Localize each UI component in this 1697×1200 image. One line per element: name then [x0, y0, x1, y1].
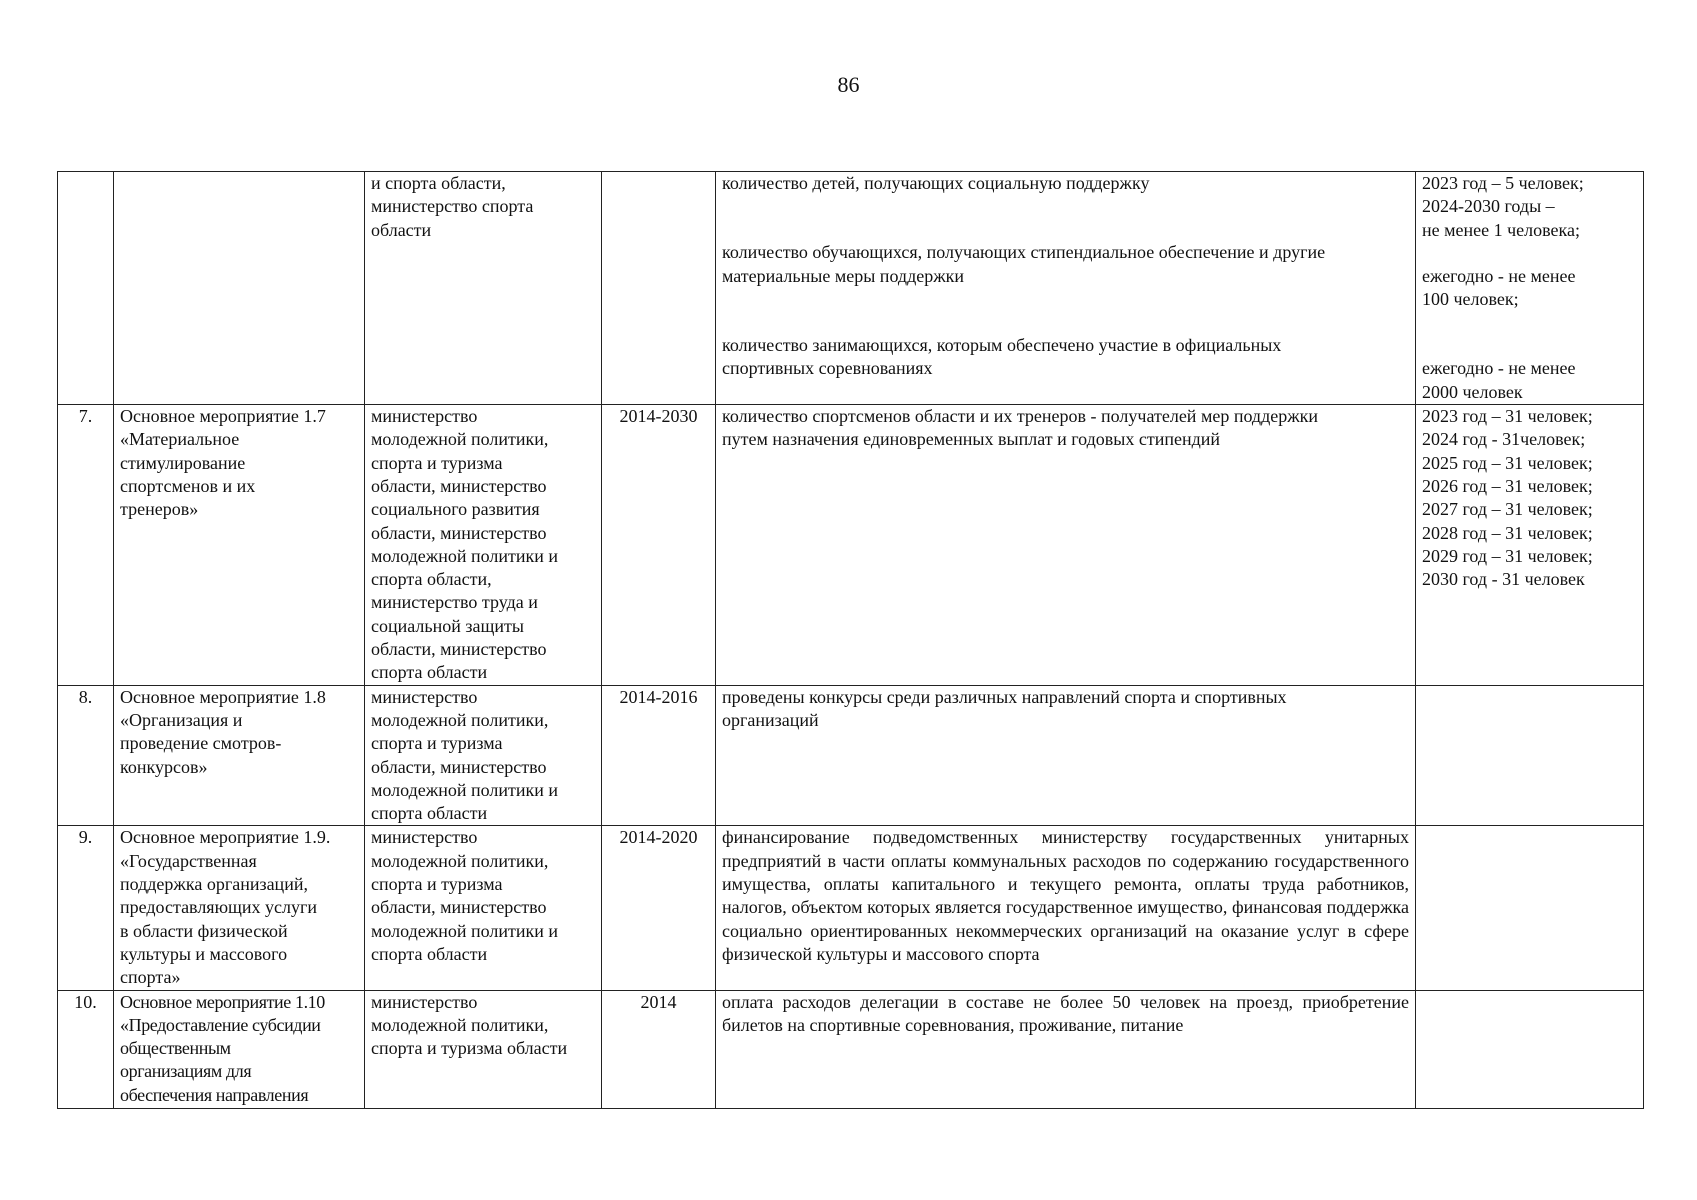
executor-line: министерство [371, 686, 478, 707]
program-table [57, 171, 1644, 1109]
executor-line: министерство [371, 991, 478, 1012]
target-line: 2024-2030 годы – [1422, 196, 1555, 217]
executor-line: молодежной политики и [371, 545, 558, 566]
event-line: культуры и массового [120, 943, 288, 964]
executor-line: спорта области, [371, 569, 492, 590]
result-line: количество детей, получающих социальную поддержку [722, 173, 1150, 193]
target-line: 2000 человек [1422, 381, 1523, 402]
result-line: организаций [722, 709, 819, 730]
executors-cell [365, 405, 602, 686]
event-line: «Материальное [120, 429, 240, 450]
result-item [722, 405, 1409, 452]
results-cell [716, 685, 1416, 826]
event-line: тренеров» [120, 499, 199, 520]
event-cell [114, 826, 365, 990]
target-line: 2029 год – 31 человек; [1422, 545, 1593, 566]
targets-cell [1416, 685, 1644, 826]
executor-line: спорта и туризма [371, 452, 503, 473]
executor-line: молодежной политики и [371, 779, 558, 800]
executor-line: спорта области [371, 943, 488, 964]
event-line: Основное мероприятие 1.7 [120, 406, 326, 427]
result-text: финансирование подведомственных министерству государственных унитарных предприятий в части оплаты коммунальных расходов по содержанию государственного имущества, оплаты капитального и текущего ремонта, оплаты труда работников, налогов, объектом которых является государственное имущество, финансовая поддержка социально ориентированных некоммерческих организаций на оказание услуг в сфере физической культуры и массового спорта [722, 827, 1409, 964]
event-line: общественным [120, 1038, 231, 1059]
executor-line: и спорта области, [371, 173, 506, 193]
target-item [1422, 357, 1637, 404]
event-line: «Предоставление субсидии [120, 1014, 321, 1035]
executors-cell [365, 826, 602, 990]
target-line: 2024 год - 31человек; [1422, 429, 1586, 450]
event-line: «Государственная [120, 850, 257, 871]
target-item [1422, 172, 1637, 242]
target-line: 2023 год – 5 человек; [1422, 173, 1584, 193]
executor-line: молодежной политики, [371, 1014, 549, 1035]
target-item [1422, 405, 1637, 591]
event-cell [114, 405, 365, 686]
target-line: 100 человек; [1422, 289, 1519, 310]
table-row [58, 826, 1644, 990]
executor-line: спорта и туризма области [371, 1038, 568, 1059]
result-line: спортивных соревнованиях [722, 358, 933, 379]
executor-line: спорта области [371, 803, 488, 824]
result-item [722, 686, 1409, 733]
executors-cell [365, 990, 602, 1108]
results-cell [716, 826, 1416, 990]
target-line: не менее 1 человека; [1422, 219, 1580, 240]
executor-line: молодежной политики, [371, 850, 549, 871]
row-number: 10. [58, 990, 114, 1108]
event-line: проведение смотров- [120, 733, 282, 754]
target-line: 2025 год – 31 человек; [1422, 452, 1593, 473]
target-line: 2027 год – 31 человек; [1422, 499, 1593, 520]
period-cell: 2014-2030 [602, 405, 716, 686]
executor-line: области, министерство [371, 639, 547, 660]
target-line: 2023 год – 31 человек; [1422, 406, 1593, 427]
executor-line: молодежной политики и [371, 920, 558, 941]
target-line: 2030 год - 31 человек [1422, 569, 1585, 590]
table-row [58, 990, 1644, 1108]
event-line: «Организация и [120, 709, 243, 730]
target-line: ежегодно - не менее [1422, 358, 1576, 379]
target-line: ежегодно - не менее [1422, 265, 1576, 286]
event-cell [114, 172, 365, 405]
executor-line: области, министерство [371, 475, 547, 496]
event-line: предоставляющих услуги [120, 897, 318, 918]
period-cell: 2014 [602, 990, 716, 1108]
period-cell: 2014-2020 [602, 826, 716, 990]
executor-line: спорта и туризма [371, 733, 503, 754]
event-line: Основное мероприятие 1.8 [120, 686, 326, 707]
executor-line: министерство [371, 406, 478, 427]
result-text: оплата расходов делегации в составе не более 50 человек на проезд, приобретение билетов на спортивные соревнования, проживание, питание [722, 991, 1409, 1035]
row-number: 9. [58, 826, 114, 990]
row-number: 8. [58, 685, 114, 826]
period-cell: 2014-2016 [602, 685, 716, 826]
event-line: в области физической [120, 920, 288, 941]
executors-cell [365, 172, 602, 405]
result-line: путем назначения единовременных выплат и годовых стипендий [722, 429, 1221, 450]
result-line: проведены конкурсы среди различных направлений спорта и спортивных [722, 686, 1287, 707]
executor-line: министерство спорта [371, 196, 534, 217]
event-line: Основное мероприятие 1.10 [120, 991, 325, 1012]
targets-cell [1416, 172, 1644, 405]
result-item [722, 334, 1409, 381]
executor-line: спорта и туризма [371, 874, 503, 895]
result-line: количество занимающихся, которым обеспечено участие в официальных [722, 334, 1282, 355]
executor-line: спорта области [371, 662, 488, 683]
event-line: поддержка организаций, [120, 874, 308, 895]
executor-line: области, министерство [371, 522, 547, 543]
page-number: 86 [837, 72, 860, 97]
table-row [58, 172, 1644, 405]
event-line: конкурсов» [120, 756, 208, 777]
targets-cell [1416, 826, 1644, 990]
results-cell [716, 172, 1416, 405]
result-line: количество спортсменов области и их тренеров - получателей мер поддержки [722, 406, 1319, 427]
targets-cell [1416, 405, 1644, 686]
executor-line: социального развития [371, 499, 540, 520]
executor-line: области, министерство [371, 756, 547, 777]
executor-line: социальной защиты [371, 615, 524, 636]
event-line: спортсменов и их [120, 475, 256, 496]
result-item [722, 172, 1409, 195]
event-line: организациям для [120, 1061, 252, 1082]
row-number: 7. [58, 405, 114, 686]
event-line: спорта» [120, 967, 181, 988]
result-line: количество обучающихся, получающих стипендиальное обеспечение и другие [722, 242, 1326, 263]
event-line: стимулирование [120, 452, 246, 473]
executor-line: молодежной политики, [371, 709, 549, 730]
row-number [58, 172, 114, 405]
executor-line: министерство [371, 827, 478, 848]
target-line: 2028 год – 31 человек; [1422, 522, 1593, 543]
event-cell [114, 685, 365, 826]
event-line: Основное мероприятие 1.9. [120, 827, 331, 848]
target-line: 2026 год – 31 человек; [1422, 475, 1593, 496]
table-row [58, 685, 1644, 826]
period-cell [602, 172, 716, 405]
result-item [722, 241, 1409, 288]
table-row [58, 405, 1644, 686]
results-cell [716, 990, 1416, 1108]
event-cell [114, 990, 365, 1108]
result-line: материальные меры поддержки [722, 265, 965, 286]
target-item [1422, 265, 1637, 312]
executor-line: области, министерство [371, 897, 547, 918]
event-line: обеспечения направления [120, 1084, 309, 1105]
executors-cell [365, 685, 602, 826]
targets-cell [1416, 990, 1644, 1108]
executor-line: области [371, 219, 432, 240]
executor-line: молодежной политики, [371, 429, 549, 450]
executor-line: министерство труда и [371, 592, 538, 613]
results-cell [716, 405, 1416, 686]
